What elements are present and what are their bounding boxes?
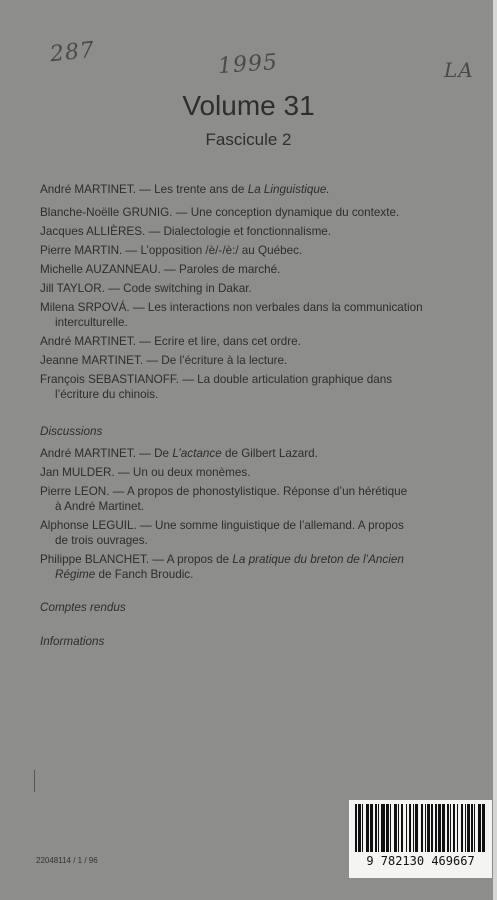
entry-sep: —: [109, 485, 128, 498]
handwritten-year: 1995: [217, 49, 279, 80]
fascicule-title: Fascicule 2: [205, 130, 292, 149]
barcode-bar: [425, 804, 426, 852]
entry-title-italic: L’actance: [172, 447, 222, 460]
entry-cont: à André Martinet.: [55, 500, 145, 513]
barcode-bar: [457, 804, 458, 852]
barcode-bar: [359, 804, 361, 852]
barcode-bar: [438, 804, 439, 852]
barcode-bar: [461, 804, 462, 852]
entry-title: Ecrire et lire, dans cet ordre.: [154, 335, 301, 348]
table-of-contents: [40, 182, 478, 406]
isbn-number: 9 782130 469667: [366, 854, 475, 868]
entry-sep: —: [136, 519, 155, 532]
entry-author: Jan MULDER.: [40, 466, 115, 479]
barcode-bar: [447, 804, 449, 852]
toc-entry: [40, 484, 478, 514]
entry-author: Michelle AUZANNEAU.: [40, 263, 161, 276]
toc-entry: [40, 224, 478, 239]
entry-sep: —: [114, 466, 133, 479]
barcode-bar: [398, 804, 399, 852]
barcode-bar: [467, 804, 469, 852]
barcode-bar: [478, 804, 479, 852]
barcode-bar: [381, 804, 382, 852]
barcode-bar: [402, 804, 403, 852]
entry-continuation: [40, 387, 478, 402]
barcode-bar: [409, 804, 410, 852]
entry-author: Milena SRPOVÁ.: [40, 301, 130, 314]
entry-sep: —: [143, 354, 162, 367]
entry-author: André MARTINET.: [40, 447, 136, 460]
barcode-bar: [483, 804, 485, 852]
entry-title: Une somme linguistique de l’allemand. A propos: [155, 519, 404, 532]
barcode-bar: [410, 804, 411, 852]
entry-title: Dialectologie et fonctionnalisme.: [163, 225, 332, 238]
entry-cont: de trois ouvrages.: [55, 534, 148, 547]
entry-sep: —: [172, 206, 191, 219]
barcode-bar: [367, 804, 369, 852]
toc-entry: [40, 552, 478, 582]
barcode-bar: [386, 804, 387, 852]
barcode-bar: [421, 804, 422, 852]
toc-entry: [40, 205, 478, 220]
barcode-bar: [417, 804, 418, 852]
entry-title: L’opposition /è/-/è:/ au Québec.: [140, 244, 303, 257]
barcode-bar: [371, 804, 373, 852]
barcode-bar: [383, 804, 385, 852]
entry-author: André MARTINET.: [40, 183, 136, 196]
entry-sep: —: [178, 373, 198, 386]
toc-entry: [40, 518, 478, 548]
barcode-bar: [435, 804, 437, 852]
barcode-bar: [370, 804, 371, 852]
barcode-bar: [366, 804, 367, 852]
barcode: [349, 800, 492, 878]
entry-title: Les trente ans de: [154, 183, 248, 196]
informations-heading: Informations: [40, 635, 105, 648]
entry-sep: —: [135, 447, 155, 460]
entry-author: Jacques ALLIÈRES.: [40, 225, 146, 238]
entry-sep: —: [135, 335, 155, 348]
barcode-bar: [375, 804, 377, 852]
entry-title: Une conception dynamique du contexte.: [190, 206, 400, 219]
barcode-bar: [390, 804, 391, 852]
entry-author: Alphonse LEGUIL.: [40, 519, 137, 532]
entry-sep: —: [122, 244, 141, 257]
barcode-bar: [471, 804, 473, 852]
entry-sep: —: [149, 553, 167, 566]
entry-author: Jill TAYLOR.: [40, 282, 105, 295]
barcode-bar: [358, 804, 359, 852]
discussions-list: [40, 446, 478, 586]
barcode-bar: [442, 804, 443, 852]
toc-entry: [40, 372, 478, 402]
entry-title: Code switching in Dakar.: [123, 282, 252, 295]
entry-continuation: [40, 499, 478, 514]
toc-entry: [40, 465, 478, 480]
entry-title-italic: La Linguistique.: [247, 183, 330, 196]
barcode-bar: [439, 804, 441, 852]
pencil-mark: [34, 770, 35, 792]
barcode-bar: [454, 804, 455, 852]
entry-title: De: [154, 447, 173, 460]
barcode-bar: [443, 804, 445, 852]
entry-cont-italic: Régime: [55, 568, 96, 581]
barcode-bar: [422, 804, 423, 852]
footer-code: 22048114 / 1 / 96: [36, 856, 98, 865]
barcode-bar: [453, 804, 454, 852]
barcode-bar: [401, 804, 402, 852]
barcode-bar: [462, 804, 463, 852]
toc-entry: [40, 243, 478, 258]
entry-title: De l’écriture à la lecture.: [161, 354, 288, 367]
entry-title: Les interactions non verbales dans la communication: [147, 301, 423, 314]
barcode-bar: [450, 804, 451, 852]
handwritten-number-left: 287: [48, 37, 97, 68]
barcode-bar: [394, 804, 395, 852]
entry-cont: de Fanch Broudic.: [95, 568, 194, 581]
discussions-heading: Discussions: [40, 425, 103, 438]
barcode-bar: [355, 804, 357, 852]
barcode-bar: [427, 804, 429, 852]
toc-entry: [40, 281, 478, 296]
entry-author: Philippe BLANCHET.: [40, 553, 150, 566]
barcode-bar: [382, 804, 383, 852]
entry-sep: —: [135, 183, 155, 196]
barcode-bar: [395, 804, 397, 852]
entry-continuation: [40, 533, 478, 548]
entry-sep: —: [160, 263, 179, 276]
barcode-bar: [431, 804, 433, 852]
barcode-bar: [378, 804, 379, 852]
entry-sep: —: [145, 225, 164, 238]
toc-entry: [40, 334, 478, 349]
barcode-bar: [387, 804, 389, 852]
entry-author: Blanche-Noëlle GRUNIG.: [40, 206, 173, 219]
barcode-bar: [415, 804, 417, 852]
entry-title: A propos de: [166, 553, 233, 566]
entry-author: Pierre LEON.: [40, 485, 110, 498]
volume-title: Volume 31: [182, 90, 315, 121]
toc-entry: [40, 182, 478, 197]
entry-sep: —: [129, 301, 148, 314]
toc-entry: [40, 262, 478, 277]
handwritten-code-right: LA: [444, 58, 474, 82]
barcode-bar: [474, 804, 475, 852]
barcode-bar: [469, 804, 470, 852]
entry-title: Un ou deux monèmes.: [132, 466, 251, 479]
toc-entry: [40, 446, 478, 461]
barcode-bars: [353, 804, 488, 852]
entry-continuation: [40, 567, 478, 582]
comptes-rendus-heading: Comptes rendus: [40, 601, 126, 614]
entry-title-rest: de Gilbert Lazard.: [221, 447, 318, 460]
barcode-bar: [406, 804, 407, 852]
entry-author: André MARTINET.: [40, 335, 136, 348]
entry-title-italic: La pratique du breton de l’Ancien: [232, 553, 404, 566]
entry-author: Pierre MARTIN.: [40, 244, 123, 257]
entry-sep: —: [104, 282, 124, 295]
toc-entry: [40, 300, 478, 330]
entry-author: François SEBASTIANOFF.: [40, 373, 179, 386]
barcode-bar: [413, 804, 414, 852]
entry-cont: l’écriture du chinois.: [55, 388, 159, 401]
entry-title: A propos de phonostylistique. Réponse d’un hérétique: [127, 485, 408, 498]
entry-title: Paroles de marché.: [179, 263, 281, 276]
barcode-bar: [429, 804, 430, 852]
entry-title: La double articulation graphique dans: [197, 373, 393, 386]
toc-entry: [40, 353, 478, 368]
barcode-bar: [482, 804, 483, 852]
barcode-bar: [362, 804, 363, 852]
entry-cont: interculturelle.: [55, 316, 128, 329]
barcode-bar: [465, 804, 466, 852]
barcode-bar: [479, 804, 481, 852]
entry-continuation: [40, 315, 478, 330]
entry-author: Jeanne MARTINET.: [40, 354, 144, 367]
